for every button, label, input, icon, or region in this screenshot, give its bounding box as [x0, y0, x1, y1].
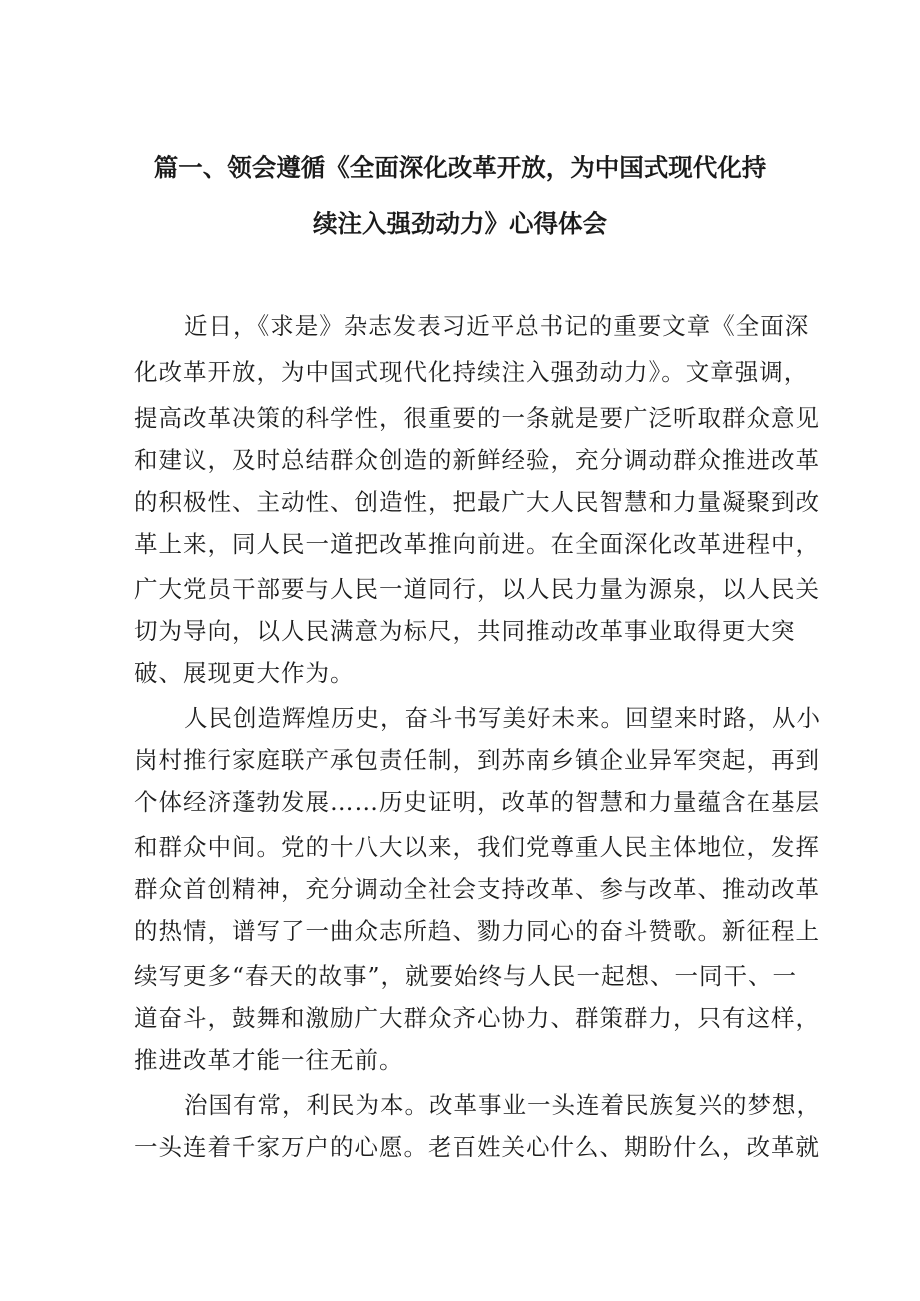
- paragraph-2-line-9: 推进改革才能一往无前。: [134, 1046, 404, 1074]
- paragraph-2-line-7: 续写更多“春天的故事”，就要始终与人民一起想、一同干、一: [134, 962, 798, 990]
- paragraph-3-line-1: 治国有常，利民为本。改革事业一头连着民族复兴的梦想，: [184, 1091, 821, 1119]
- paragraph-1-line-7: 广大党员干部要与人民一道同行，以人民力量为源泉，以人民关: [134, 575, 820, 603]
- document-title-line-2: 续注入强劲动力》心得体会: [313, 209, 607, 238]
- document-title-line-1: 篇一、领会遵循《全面深化改革开放，为中国式现代化持: [153, 153, 767, 182]
- paragraph-1-line-4: 和建议，及时总结群众创造的新鲜经验，充分调动群众推进改革: [134, 446, 820, 474]
- paragraph-2-line-4: 和群众中间。党的十八大以来，我们党尊重人民主体地位，发挥: [134, 833, 820, 861]
- paragraph-2-line-1: 人民创造辉煌历史，奋斗书写美好未来。回望来时路，从小: [184, 704, 821, 732]
- paragraph-2-line-5: 群众首创精神，充分调动全社会支持改革、参与改革、推动改革: [134, 875, 820, 903]
- paragraph-1-line-1: 近日，《求是》杂志发表习近平总书记的重要文章《全面深: [184, 312, 810, 340]
- paragraph-2-line-3: 个体经济蓬勃发展……历史证明，改革的智慧和力量蕴含在基层: [134, 788, 820, 816]
- paragraph-2-line-8: 道奋斗，鼓舞和激励广大群众齐心协力、群策群力，只有这样，: [134, 1004, 820, 1032]
- paragraph-1-line-8: 切为导向，以人民满意为标尺，共同推动改革事业取得更大突: [134, 617, 796, 645]
- paragraph-2-line-6: 的热情，谱写了一曲众志所趋、勠力同心的奋斗赞歌。新征程上: [134, 917, 820, 945]
- paragraph-1-line-6: 革上来，同人民一道把改革推向前进。在全面深化改革进程中，: [134, 530, 820, 558]
- paragraph-1-line-2: 化改革开放，为中国式现代化持续注入强劲动力》。文章强调，: [134, 358, 809, 386]
- paragraph-1-line-3: 提高改革决策的科学性，很重要的一条就是要广泛听取群众意见: [134, 404, 820, 432]
- paragraph-3-line-2: 一头连着千家万户的心愿。老百姓关心什么、期盼什么，改革就: [134, 1133, 820, 1161]
- paragraph-1-line-5: 的积极性、主动性、创造性，把最广大人民智慧和力量凝聚到改: [134, 488, 820, 516]
- paragraph-2-line-2: 岗村推行家庭联产承包责任制，到苏南乡镇企业异军突起，再到: [134, 746, 820, 774]
- paragraph-1-line-9: 破、展现更大作为。: [134, 659, 355, 687]
